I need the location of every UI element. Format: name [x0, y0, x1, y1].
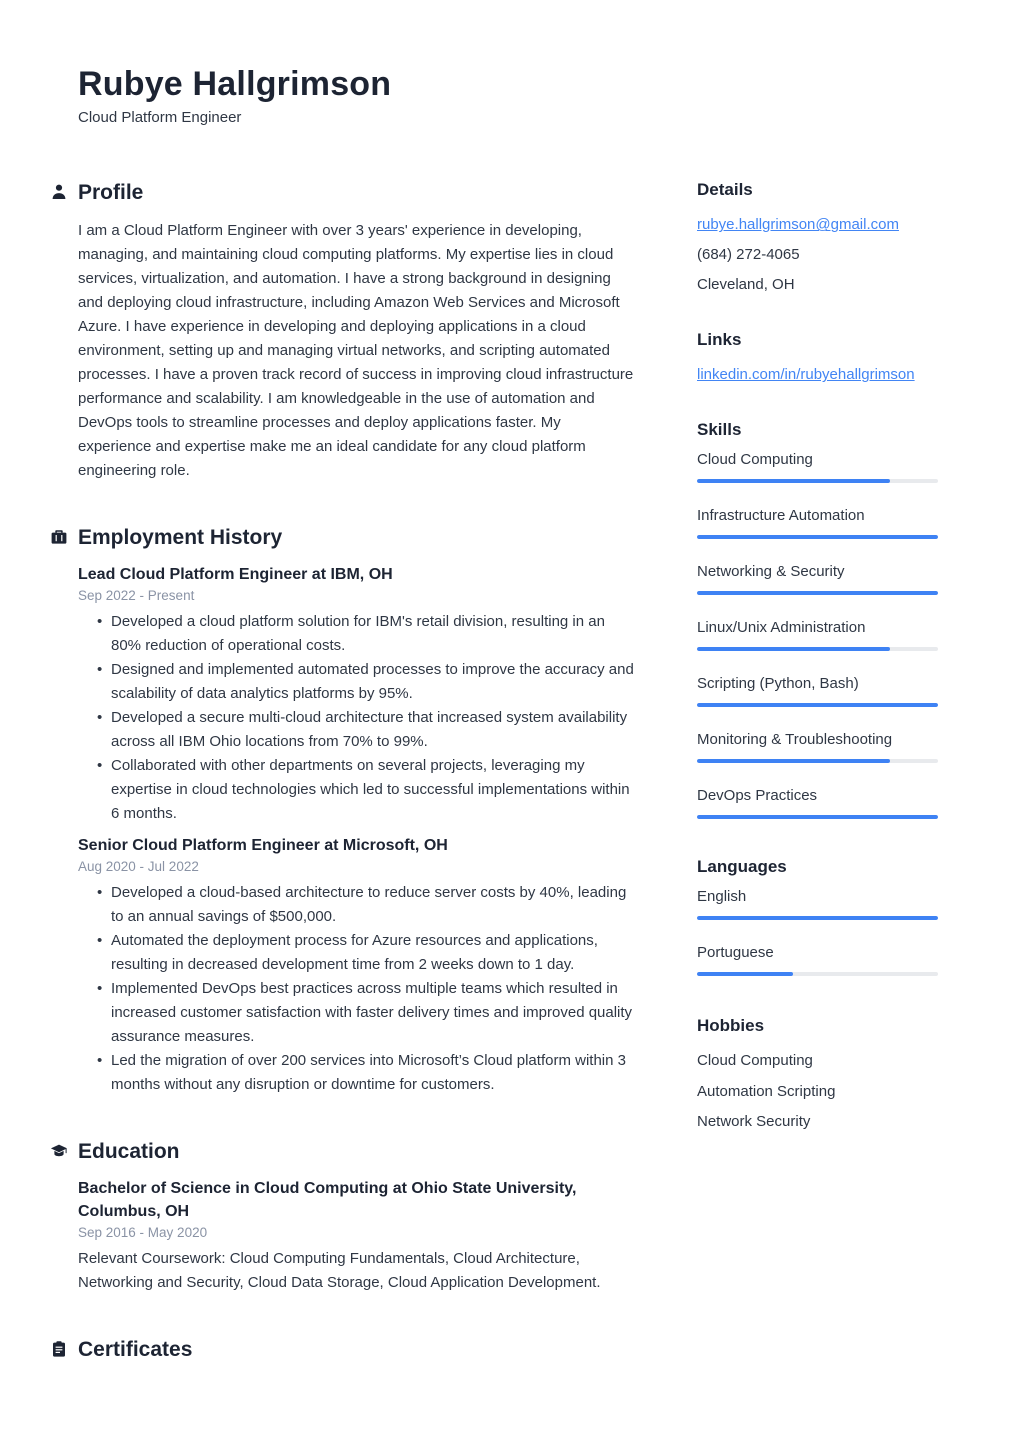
hobby-item: Network Security: [697, 1113, 811, 1131]
job-entry: [78, 834, 637, 1097]
skill-item: [697, 730, 938, 763]
job-bullet: • Developed a cloud-based architecture to reduce server costs by 40%, leading to an annual savings of $500,000.: [111, 881, 637, 929]
resume-header: [78, 66, 938, 126]
details-heading: Details: [697, 180, 753, 200]
education-entry: [78, 1177, 637, 1295]
person-name: Rubye Hallgrimson: [78, 65, 392, 103]
email-link[interactable]: rubye.hallgrimson@gmail.com: [697, 216, 899, 234]
job-bullet: • Developed a secure multi-cloud architecture that increased system availability across all IBM Ohio locations from 70% to 99%.: [111, 706, 637, 754]
clipboard-icon: [50, 1340, 68, 1358]
languages-section: [697, 857, 938, 976]
language-label: English: [697, 888, 747, 906]
sidebar-column: [697, 180, 938, 1404]
job-bullet: • Automated the deployment process for Azure resources and applications, resulting in decreased development time from 2 weeks down to 1 day.: [111, 929, 637, 977]
certificates-heading: [78, 1337, 637, 1362]
skill-label: DevOps Practices: [697, 787, 818, 805]
employment-section: [78, 525, 637, 1097]
profile-heading-label: Profile: [78, 181, 144, 205]
certificates-section: [78, 1337, 637, 1362]
job-bullet: • Designed and implemented automated processes to improve the accuracy and scalability of data analytics platforms by 95%.: [111, 658, 637, 706]
skill-item: [697, 786, 938, 819]
graduation-cap-icon: [50, 1142, 68, 1160]
skill-bar-fill: [697, 479, 890, 483]
skill-item: [697, 674, 938, 707]
skill-item: [697, 562, 938, 595]
job-dates: Aug 2020 - Jul 2022: [78, 858, 199, 874]
job-bullet-list: [78, 610, 637, 826]
job-entry: [78, 563, 637, 826]
skill-bar-track: [697, 815, 938, 819]
skill-label: Networking & Security: [697, 563, 845, 581]
skill-bar-fill: [697, 703, 938, 707]
skill-label: Monitoring & Troubleshooting: [697, 731, 893, 749]
skill-bar-fill: [697, 535, 938, 539]
skill-label: Infrastructure Automation: [697, 507, 865, 525]
skills-heading: Skills: [697, 420, 742, 440]
skill-label: Linux/Unix Administration: [697, 619, 866, 637]
skill-bar-track: [697, 647, 938, 651]
skill-bar-track: [697, 703, 938, 707]
language-label: Portuguese: [697, 944, 774, 962]
skill-bar-track: [697, 759, 938, 763]
certificates-heading-label: Certificates: [78, 1337, 193, 1361]
languages-heading: Languages: [697, 857, 787, 877]
language-bar-fill: [697, 916, 938, 920]
skills-section: [697, 420, 938, 819]
skill-bar-fill: [697, 647, 890, 651]
job-bullet: • Implemented DevOps best practices across multiple teams which resulted in increased customer satisfaction with faster delivery times and improved quality assurance measures.: [111, 977, 637, 1049]
job-bullet: • Led the migration of over 200 services into Microsoft’s Cloud platform within 3 months without any disruption or downtime for customers.: [111, 1049, 637, 1097]
employment-heading: [78, 525, 637, 550]
links-section: [697, 330, 938, 390]
skill-bar-fill: [697, 815, 938, 819]
skill-bar-track: [697, 591, 938, 595]
skill-bar-fill: [697, 591, 938, 595]
location-text: Cleveland, OH: [697, 276, 795, 294]
phone-number: (684) 272-4065: [697, 246, 800, 264]
skill-label: Cloud Computing: [697, 451, 813, 469]
education-heading-label: Education: [78, 1139, 180, 1163]
skill-item: [697, 506, 938, 539]
education-heading: [78, 1139, 637, 1164]
job-dates: Sep 2022 - Present: [78, 587, 195, 603]
job-title: Senior Cloud Platform Engineer at Microsoft, OH: [78, 836, 448, 854]
linkedin-link[interactable]: linkedin.com/in/rubyehallgrimson: [697, 366, 915, 384]
main-column: [50, 180, 637, 1404]
skill-item: [697, 450, 938, 483]
person-job-title: Cloud Platform Engineer: [78, 109, 242, 127]
job-title: Lead Cloud Platform Engineer at IBM, OH: [78, 565, 393, 583]
job-bullet-list: [78, 881, 637, 1097]
language-item: [697, 943, 938, 976]
details-section: [697, 180, 938, 300]
language-bar-track: [697, 916, 938, 920]
language-item: [697, 887, 938, 920]
skill-label: Scripting (Python, Bash): [697, 675, 859, 693]
skill-bar-track: [697, 535, 938, 539]
profile-heading: [78, 180, 637, 205]
skill-item: [697, 618, 938, 651]
person-icon: [50, 183, 68, 201]
hobby-item: Automation Scripting: [697, 1082, 836, 1100]
job-bullet: • Collaborated with other departments on several projects, leveraging my expertise in cloud technologies which led to successful implementations within 6 months.: [111, 754, 637, 826]
job-bullet: • Developed a cloud platform solution for IBM's retail division, resulting in an 80% reduction of operational costs.: [111, 610, 637, 658]
profile-text: I am a Cloud Platform Engineer with over 3 years' experience in developing, managing, and maintaining cloud computing platforms. My expertise lies in cloud services, virtualization, and automation. I have a strong background in designing and deploying cloud infrastructure, including Amazon Web Services and Microsoft Azure. I have experience in developing and deploying applications in a cloud environment, setting up and managing virtual networks, and scripting automated processes. I have a proven track record of success in improving cloud infrastructure performance and scalability. I am knowledgeable in the use of automation and DevOps tools to streamline processes and deploy applications faster. My experience and expertise make me an ideal candidate for any cloud platform engineering role.: [78, 221, 634, 479]
profile-section: [78, 180, 637, 482]
language-bar-track: [697, 972, 938, 976]
language-bar-fill: [697, 972, 793, 976]
hobby-item: Cloud Computing: [697, 1052, 813, 1070]
education-description: Relevant Coursework: Cloud Computing Fundamentals, Cloud Architecture, Networking and Security, Cloud Data Storage, Cloud Application Development.: [78, 1249, 601, 1291]
skill-bar-fill: [697, 759, 890, 763]
briefcase-icon: [50, 528, 68, 546]
hobbies-section: [697, 1016, 938, 1138]
education-section: [78, 1139, 637, 1295]
education-dates: Sep 2016 - May 2020: [78, 1224, 208, 1240]
hobbies-heading: Hobbies: [697, 1016, 765, 1036]
employment-heading-label: Employment History: [78, 525, 283, 549]
education-title: Bachelor of Science in Cloud Computing at Ohio State University, Columbus, OH: [78, 1179, 577, 1220]
skill-bar-track: [697, 479, 938, 483]
links-heading: Links: [697, 330, 742, 350]
